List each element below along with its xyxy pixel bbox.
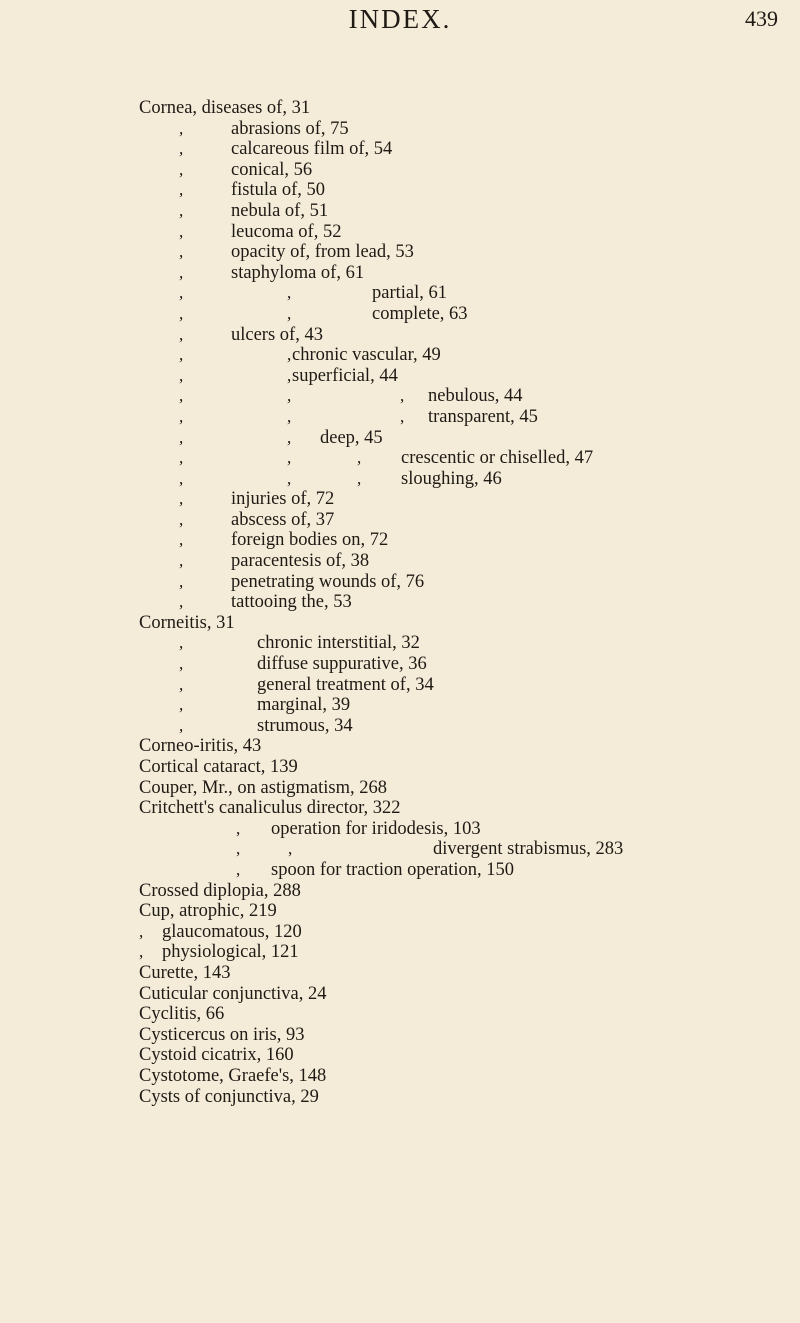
index-entry [0, 489, 800, 510]
ditto-mark: , [179, 695, 184, 715]
index-entry-text: chronic vascular, 49 [292, 345, 441, 366]
index-list [0, 98, 800, 1107]
index-entry-text: Cysticercus on iris, 93 [139, 1024, 305, 1045]
index-entry [0, 654, 800, 675]
ditto-mark: , [287, 406, 292, 426]
ditto-mark: , [179, 324, 184, 344]
index-entry [0, 180, 800, 201]
ditto-mark: , [179, 159, 184, 179]
index-entry [0, 469, 800, 490]
ditto-mark: , [236, 839, 241, 859]
ditto-mark: , [179, 551, 184, 571]
index-entry-text: abrasions of, 75 [231, 118, 349, 139]
index-entry [0, 572, 800, 593]
index-entry [0, 1066, 800, 1087]
index-entry [0, 428, 800, 449]
index-entry-text: sloughing, 46 [401, 468, 502, 489]
ditto-mark: , [179, 674, 184, 694]
ditto-mark: , [357, 448, 362, 468]
index-entry [0, 551, 800, 572]
index-entry [0, 716, 800, 737]
index-entry [0, 633, 800, 654]
ditto-mark: , [400, 406, 405, 426]
ditto-mark: , [139, 942, 144, 962]
index-entry [0, 984, 800, 1005]
ditto-mark: , [287, 448, 292, 468]
index-entry-text: general treatment of, 34 [257, 674, 434, 695]
index-entry-text: physiological, 121 [162, 942, 299, 963]
index-entry [0, 613, 800, 634]
index-entry [0, 1045, 800, 1066]
index-entry [0, 778, 800, 799]
ditto-mark: , [287, 283, 292, 303]
index-entry-text: Crossed diplopia, 288 [139, 880, 301, 901]
index-entry [0, 366, 800, 387]
index-entry-text: crescentic or chiselled, 47 [401, 448, 594, 469]
index-entry [0, 222, 800, 243]
ditto-mark: , [179, 118, 184, 138]
index-entry-text: Cyclitis, 66 [139, 1004, 225, 1025]
ditto-mark: , [179, 633, 184, 653]
index-entry-text: leucoma of, 52 [231, 221, 342, 242]
index-entry-text: divergent strabismus, 283 [433, 839, 624, 860]
index-entry [0, 160, 800, 181]
index-entry [0, 386, 800, 407]
index-entry-text: Cysts of conjunctiva, 29 [139, 1086, 319, 1107]
ditto-mark: , [179, 200, 184, 220]
index-entry [0, 345, 800, 366]
index-entry-text: Cystoid cicatrix, 160 [139, 1045, 294, 1066]
index-entry-text: glaucomatous, 120 [162, 921, 302, 942]
ditto-mark: , [400, 386, 405, 406]
index-entry-text: Cystotome, Graefe's, 148 [139, 1065, 327, 1086]
index-entry-text: Corneo-iritis, 43 [139, 736, 262, 757]
ditto-mark: , [288, 839, 293, 859]
index-entry [0, 283, 800, 304]
index-entry [0, 881, 800, 902]
ditto-mark: , [287, 365, 292, 385]
index-entry-text: nebula of, 51 [231, 200, 329, 221]
index-entry-text: fistula of, 50 [231, 180, 326, 201]
index-entry [0, 695, 800, 716]
index-entry [0, 407, 800, 428]
ditto-mark: , [287, 427, 292, 447]
index-entry [0, 901, 800, 922]
index-entry-text: strumous, 34 [257, 715, 353, 736]
index-entry [0, 263, 800, 284]
index-entry [0, 757, 800, 778]
ditto-mark: , [287, 386, 292, 406]
index-entry-text: opacity of, from lead, 53 [231, 242, 414, 263]
index-entry-text: Curette, 143 [139, 962, 231, 983]
index-entry [0, 592, 800, 613]
index-entry-text: operation for iridodesis, 103 [271, 818, 481, 839]
ditto-mark: , [179, 654, 184, 674]
index-entry [0, 139, 800, 160]
ditto-mark: , [179, 180, 184, 200]
index-entry-text: complete, 63 [372, 303, 468, 324]
index-entry-text: Corneitis, 31 [139, 612, 235, 633]
index-entry [0, 675, 800, 696]
index-entry-text: Critchett's canaliculus director, 322 [139, 798, 401, 819]
index-entry-text: deep, 45 [320, 427, 383, 448]
ditto-mark: , [287, 345, 292, 365]
ditto-mark: , [179, 715, 184, 735]
ditto-mark: , [179, 406, 184, 426]
index-entry [0, 736, 800, 757]
index-entry-text: diffuse suppurative, 36 [257, 654, 427, 675]
index-entry-text: penetrating wounds of, 76 [231, 571, 425, 592]
index-entry [0, 922, 800, 943]
index-entry [0, 304, 800, 325]
ditto-mark: , [179, 592, 184, 612]
ditto-mark: , [139, 921, 144, 941]
index-entry [0, 325, 800, 346]
index-entry [0, 1004, 800, 1025]
index-entry-text: nebulous, 44 [428, 386, 523, 407]
index-entry-text: staphyloma of, 61 [231, 262, 365, 283]
index-entry-text: injuries of, 72 [231, 489, 335, 510]
index-entry-text: Cup, atrophic, 219 [139, 901, 277, 922]
ditto-mark: , [179, 489, 184, 509]
ditto-mark: , [179, 468, 184, 488]
index-entry [0, 798, 800, 819]
ditto-mark: , [287, 303, 292, 323]
ditto-mark: , [179, 365, 184, 385]
ditto-mark: , [179, 345, 184, 365]
index-entry-text: conical, 56 [231, 159, 313, 180]
page-number: 439 [745, 6, 778, 31]
index-entry [0, 448, 800, 469]
ditto-mark: , [236, 859, 241, 879]
index-entry [0, 119, 800, 140]
ditto-mark: , [179, 386, 184, 406]
index-entry-text: marginal, 39 [257, 695, 351, 716]
index-entry [0, 201, 800, 222]
ditto-mark: , [179, 242, 184, 262]
ditto-mark: , [179, 427, 184, 447]
index-entry-text: chronic interstitial, 32 [257, 633, 420, 654]
ditto-mark: , [179, 303, 184, 323]
index-entry-text: Cuticular conjunctiva, 24 [139, 983, 327, 1004]
index-entry-text: ulcers of, 43 [231, 324, 323, 345]
index-entry-text: paracentesis of, 38 [231, 551, 370, 572]
index-entry-text: abscess of, 37 [231, 509, 335, 530]
index-entry [0, 819, 800, 840]
index-entry-text: Cornea, diseases of, 31 [139, 98, 311, 118]
index-entry [0, 839, 800, 860]
ditto-mark: , [179, 139, 184, 159]
index-entry-text: partial, 61 [372, 283, 448, 304]
ditto-mark: , [357, 468, 362, 488]
index-entry [0, 963, 800, 984]
index-entry-text: foreign bodies on, 72 [231, 530, 389, 551]
index-entry-text: transparent, 45 [428, 406, 538, 427]
index-entry-text: Couper, Mr., on astigmatism, 268 [139, 777, 387, 798]
ditto-mark: , [179, 221, 184, 241]
ditto-mark: , [236, 818, 241, 838]
index-entry [0, 98, 800, 119]
index-entry [0, 1025, 800, 1046]
index-entry [0, 530, 800, 551]
index-entry-text: spoon for traction operation, 150 [271, 859, 515, 880]
index-entry-text: tattooing the, 53 [231, 592, 352, 613]
page-title: INDEX. [348, 4, 452, 34]
ditto-mark: , [179, 448, 184, 468]
index-entry [0, 860, 800, 881]
ditto-mark: , [179, 530, 184, 550]
ditto-mark: , [179, 262, 184, 282]
index-entry-text: Cortical cataract, 139 [139, 757, 298, 777]
index-entry [0, 1087, 800, 1108]
index-entry [0, 510, 800, 531]
ditto-mark: , [179, 283, 184, 303]
index-entry [0, 242, 800, 263]
ditto-mark: , [179, 571, 184, 591]
ditto-mark: , [287, 468, 292, 488]
index-entry-text: superficial, 44 [292, 365, 398, 386]
index-entry-text: calcareous film of, 54 [231, 139, 393, 160]
index-entry [0, 942, 800, 963]
ditto-mark: , [179, 509, 184, 529]
